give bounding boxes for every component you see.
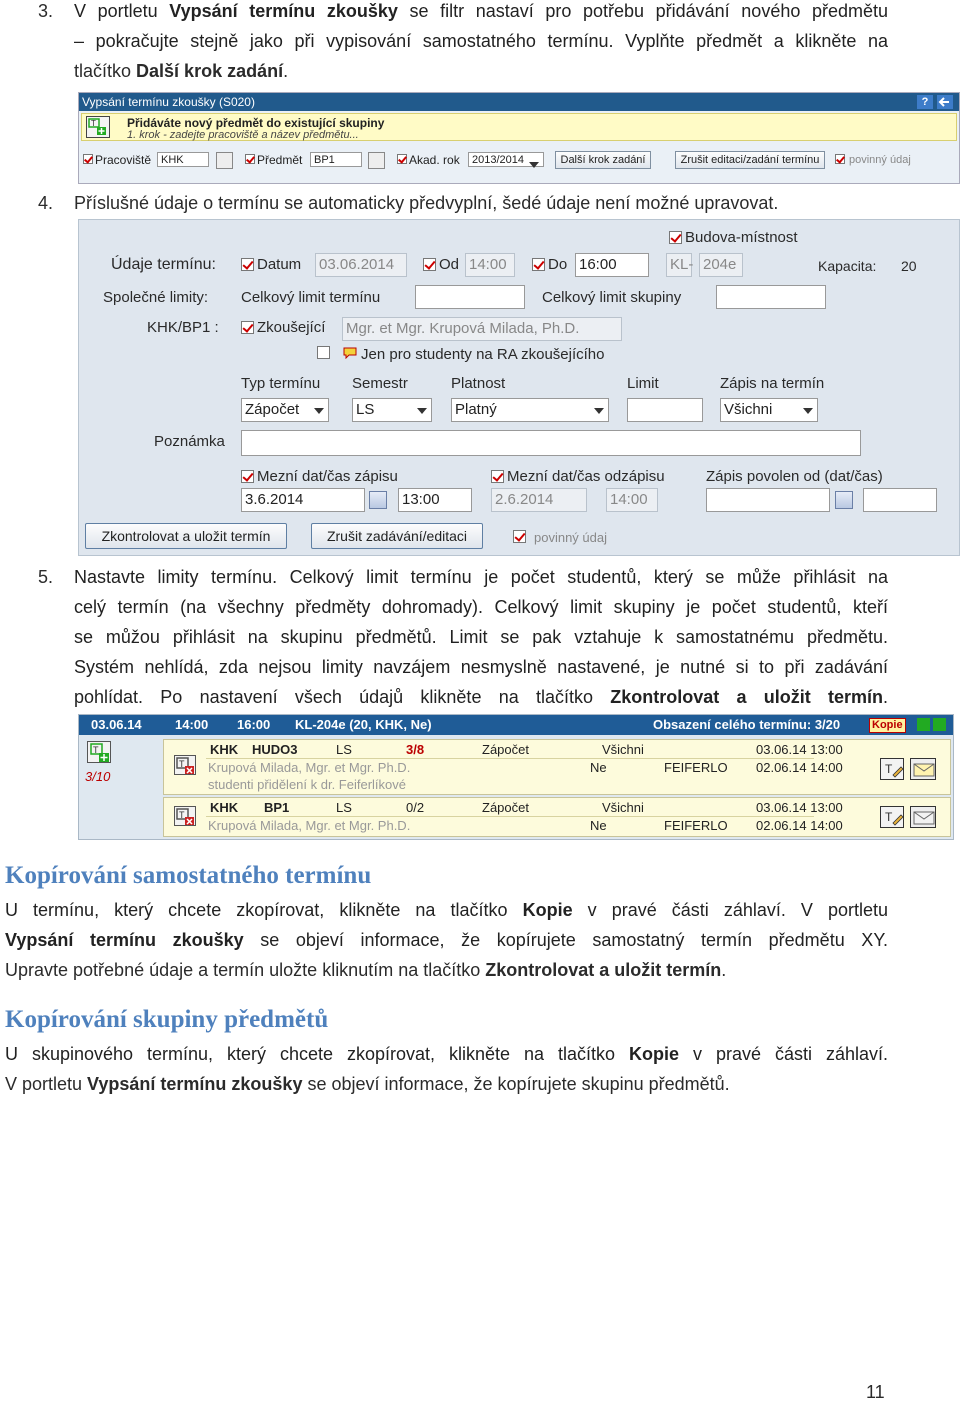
row-zkousejici: Krupová Milada, Mgr. et Mgr. Ph.D. [208, 760, 411, 775]
required-legend-checkbox [835, 154, 845, 164]
mezni-odzapis-time-field: 14:00 [606, 488, 658, 512]
step-4-number: 4. [38, 193, 54, 213]
predmet-lookup-icon[interactable] [368, 152, 385, 169]
predmet-input[interactable]: BP1 [310, 152, 362, 167]
poznamka-label: Poznámka [154, 433, 225, 450]
zapis-na-termin-label: Zápis na termín [720, 375, 825, 392]
svg-text:T: T [885, 762, 893, 776]
screenshot-term-form [78, 219, 960, 556]
portlet-title-bar [79, 93, 959, 111]
sec2-line-1: U skupinového termínu, který chcete zkopírovat, klikněte na tlačítko Kopie v pravé části záhlaví. [5, 1044, 888, 1064]
kapacita-value: 20 [901, 258, 917, 274]
add-icon[interactable] [933, 718, 946, 731]
portlet-title: Vypsání termínu zkoušky (S020) [82, 95, 255, 109]
do-checkbox [532, 258, 545, 271]
step-5-line-5: pohlídat. Po nastavení všech údajů klikněte na tlačítko Zkontrolovat a uložit termín. [74, 687, 888, 707]
platnost-label: Platnost [451, 375, 506, 392]
limit-input[interactable] [627, 398, 703, 422]
cancel-term-button[interactable]: Zrušit zadávání/editaci [311, 523, 483, 549]
remove-subject-icon[interactable] [174, 755, 196, 775]
mezni-zapis-time-input[interactable]: 13:00 [398, 488, 472, 512]
khk-bp1-label: KHK/BP1 : [147, 319, 219, 336]
row-zapis: Všichni [602, 800, 644, 815]
semestr-label: Semestr [352, 375, 408, 392]
mistnost-field: 204e [699, 253, 743, 277]
step-5-line-3: se můžou přihlásit na skupinu předmětů. Limit se pak vztahuje k samostatnému předmětu. [74, 627, 888, 647]
zapis-povolen-date-input[interactable] [706, 488, 830, 512]
heading-kopirovani-skupiny: Kopírování skupiny předmětů [5, 1006, 329, 1033]
mezni-zapis-date-input[interactable]: 3.6.2014 [241, 488, 365, 512]
predmet-required-checkbox [245, 154, 255, 164]
term-to: 16:00 [237, 717, 271, 732]
svg-text:T: T [91, 119, 96, 128]
pracoviste-label: Pracoviště [95, 153, 152, 167]
jen-ra-label: Jen pro studenty na RA zkoušejícího [361, 346, 605, 363]
od-label: Od [439, 256, 460, 273]
term-occupancy: Obsazení celého termínu: 3/20 [653, 717, 841, 732]
datum-checkbox [241, 258, 254, 271]
pracoviste-lookup-icon[interactable] [216, 152, 233, 169]
row-login: FEIFERLO [664, 818, 728, 833]
celkovy-limit-terminu-label: Celkový limit termínu [241, 289, 381, 306]
mezni-odzapis-label: Mezní dat/čas odzápisu [507, 468, 665, 485]
help-icon[interactable]: ? [917, 95, 933, 109]
back-arrow-icon[interactable] [937, 95, 953, 109]
do-input[interactable]: 16:00 [575, 253, 649, 277]
kapacita-label: Kapacita: [818, 258, 877, 274]
cancel-edit-button[interactable]: Zrušit editaci/zadání termínu [675, 151, 825, 169]
row-login: FEIFERLO [664, 760, 728, 775]
row-typ: Zápočet [482, 800, 529, 815]
akad-rok-select[interactable]: 2013/2014 [468, 152, 544, 167]
info-banner [81, 113, 957, 141]
step-3-number: 3. [38, 1, 54, 21]
step-3-line-3: tlačítko Další krok zadání. [74, 61, 289, 81]
od-field: 14:00 [465, 253, 515, 277]
add-subject-icon[interactable] [87, 741, 111, 763]
akad-rok-required-checkbox [397, 154, 407, 164]
zapis-povolen-label: Zápis povolen od (dat/čas) [706, 468, 883, 485]
add-subject-icon [86, 116, 110, 138]
mezni-odzapis-date-field: 2.6.2014 [491, 488, 587, 512]
term-from: 14:00 [175, 717, 209, 732]
zkousejici-label: Zkoušející [257, 319, 326, 336]
row-datetime-2: 02.06.14 14:00 [756, 760, 843, 775]
step-5-line-2: celý termín (na všechny předměty dohromady). Celkový limit skupiny je počet studentů, kteří [74, 597, 888, 617]
mail-icon[interactable] [910, 758, 936, 780]
table-row [163, 739, 951, 795]
sec1-line-2: Vypsání termínu zkoušky se objeví informace, že kopírujete samostatný termín předmětu XY. [5, 930, 889, 950]
budova-label: Budova-místnost [685, 229, 798, 246]
term-date: 03.06.14 [91, 717, 142, 732]
do-label: Do [548, 256, 568, 273]
zapis-povolen-time-input[interactable] [863, 488, 937, 512]
row-note: studenti přidělení k dr. Feiferlíkové [208, 777, 406, 792]
chat-bubble-icon [343, 346, 357, 358]
next-step-button[interactable]: Další krok zadání [555, 151, 651, 169]
edit-icon[interactable] [880, 758, 904, 780]
copy-button[interactable]: Kopie [869, 718, 906, 733]
mezni-odzapis-checkbox [491, 470, 504, 483]
row-count: 3/8 [406, 742, 425, 757]
od-checkbox [423, 258, 436, 271]
zapis-select[interactable]: Všichni [720, 398, 818, 422]
table-row [163, 797, 951, 837]
row-ne: Ne [590, 818, 607, 833]
row-zkousejici: Krupová Milada, Mgr. et Mgr. Ph.D. [208, 818, 411, 833]
row-semestr: LS [336, 742, 352, 757]
row-datetime-2: 02.06.14 14:00 [756, 818, 843, 833]
row-pracoviste: KHK [210, 800, 239, 815]
step-5-number: 5. [38, 567, 54, 587]
step-5-line-1: Nastavte limity termínu. Celkový limit termínu je počet studentů, který se může přihlásit na [74, 567, 888, 587]
spolecne-limity-label: Společné limity: [103, 289, 209, 306]
svg-text:T: T [179, 810, 185, 820]
step-3-line-2: – pokračujte stejně jako při vypisování samostatného termínu. Vyplňte předmět a klikněte na [74, 31, 888, 51]
akad-rok-label: Akad. rok [409, 153, 460, 167]
zkousejici-field: Mgr. et Mgr. Krupová Milada, Ph.D. [342, 317, 622, 341]
datum-label: Datum [257, 256, 302, 273]
save-term-button[interactable]: Zkontrolovat a uložit termín [85, 523, 287, 549]
udaje-terminu-label: Údaje termínu: [111, 256, 216, 273]
sec1-line-3: Upravte potřebné údaje a termín uložte kliknutím na tlačítko Zkontrolovat a uložit termín. [5, 960, 727, 980]
screenshot-term-list [78, 714, 954, 840]
celkovy-limit-skupiny-label: Celkový limit skupiny [542, 289, 682, 306]
predmet-label: Předmět [257, 153, 303, 167]
platnost-select[interactable]: Platný [451, 398, 609, 422]
heading-kopirovani-samostatneho: Kopírování samostatného termínu [5, 862, 372, 889]
required-legend: povinný údaj [849, 154, 911, 166]
required-legend-checkbox [513, 530, 526, 543]
mail-icon[interactable] [910, 806, 936, 828]
row-datetime-1: 03.06.14 13:00 [756, 800, 843, 815]
celkovy-limit-skupiny-input[interactable] [716, 285, 826, 309]
banner-subtitle: 1. krok - zadejte pracoviště a název předmětu... [127, 129, 359, 141]
svg-text:T: T [93, 745, 99, 755]
required-legend: povinný údaj [534, 530, 607, 545]
sec1-line-1: U termínu, který chcete zkopírovat, klikněte na tlačítko Kopie v pravé části záhlaví. V portletu [5, 900, 889, 920]
mezni-zapis-checkbox [241, 470, 254, 483]
step-5-line-4: Systém nehlídá, zda nejsou limity navzájem nesmyslně nastavené, je nutné si to při zadávání [74, 657, 888, 677]
row-predmet: BP1 [264, 800, 290, 815]
row-semestr: LS [336, 800, 352, 815]
calendar-icon[interactable] [369, 491, 387, 509]
term-header [79, 715, 953, 735]
step-4-text: Příslušné údaje o termínu se automaticky předvyplní, šedé údaje není možné upravovat. [74, 193, 779, 213]
row-count: 0/2 [406, 800, 425, 815]
typ-terminu-select[interactable]: Zápočet [241, 398, 329, 422]
semestr-select[interactable]: LS [352, 398, 432, 422]
sec2-line-2: V portletu Vypsání termínu zkoušky se objeví informace, že kopírujete skupinu předmětů. [5, 1074, 730, 1094]
datum-field: 03.06.2014 [315, 253, 407, 277]
row-typ: Zápočet [482, 742, 529, 757]
edit-icon[interactable] [880, 806, 904, 828]
row-zapis: Všichni [602, 742, 644, 757]
group-count: 3/10 [85, 769, 111, 784]
pracoviste-required-checkbox [83, 154, 93, 164]
screenshot-filter-portlet [78, 92, 960, 184]
limit-label: Limit [627, 375, 659, 392]
row-predmet: HUDO3 [252, 742, 298, 757]
svg-text:T: T [179, 759, 185, 769]
poznamka-input[interactable] [241, 430, 861, 456]
budova-checkbox[interactable] [669, 231, 682, 244]
step-3-line-1: V portletu Vypsání termínu zkoušky se filtr nastaví pro potřebu přidávání nového předmětu [74, 1, 889, 21]
add-icon[interactable] [917, 718, 930, 731]
calendar-icon[interactable] [835, 491, 853, 509]
budova-field: KL- [666, 253, 692, 277]
row-pracoviste: KHK [210, 742, 239, 757]
page-number: 11 [866, 1382, 885, 1402]
typ-terminu-label: Typ termínu [241, 375, 321, 392]
term-room: KL-204e (20, KHK, Ne) [295, 717, 432, 732]
banner-title: Přidáváte nový předmět do existující skupiny [127, 116, 385, 130]
row-ne: Ne [590, 760, 607, 775]
zkousejici-checkbox [241, 321, 254, 334]
mezni-zapis-label: Mezní dat/čas zápisu [257, 468, 398, 485]
svg-text:T: T [885, 810, 893, 824]
row-datetime-1: 03.06.14 13:00 [756, 742, 843, 757]
remove-subject-icon[interactable] [174, 806, 196, 826]
celkovy-limit-terminu-input[interactable] [415, 285, 525, 309]
jen-ra-checkbox[interactable] [317, 346, 330, 359]
pracoviste-input[interactable]: KHK [157, 152, 209, 167]
